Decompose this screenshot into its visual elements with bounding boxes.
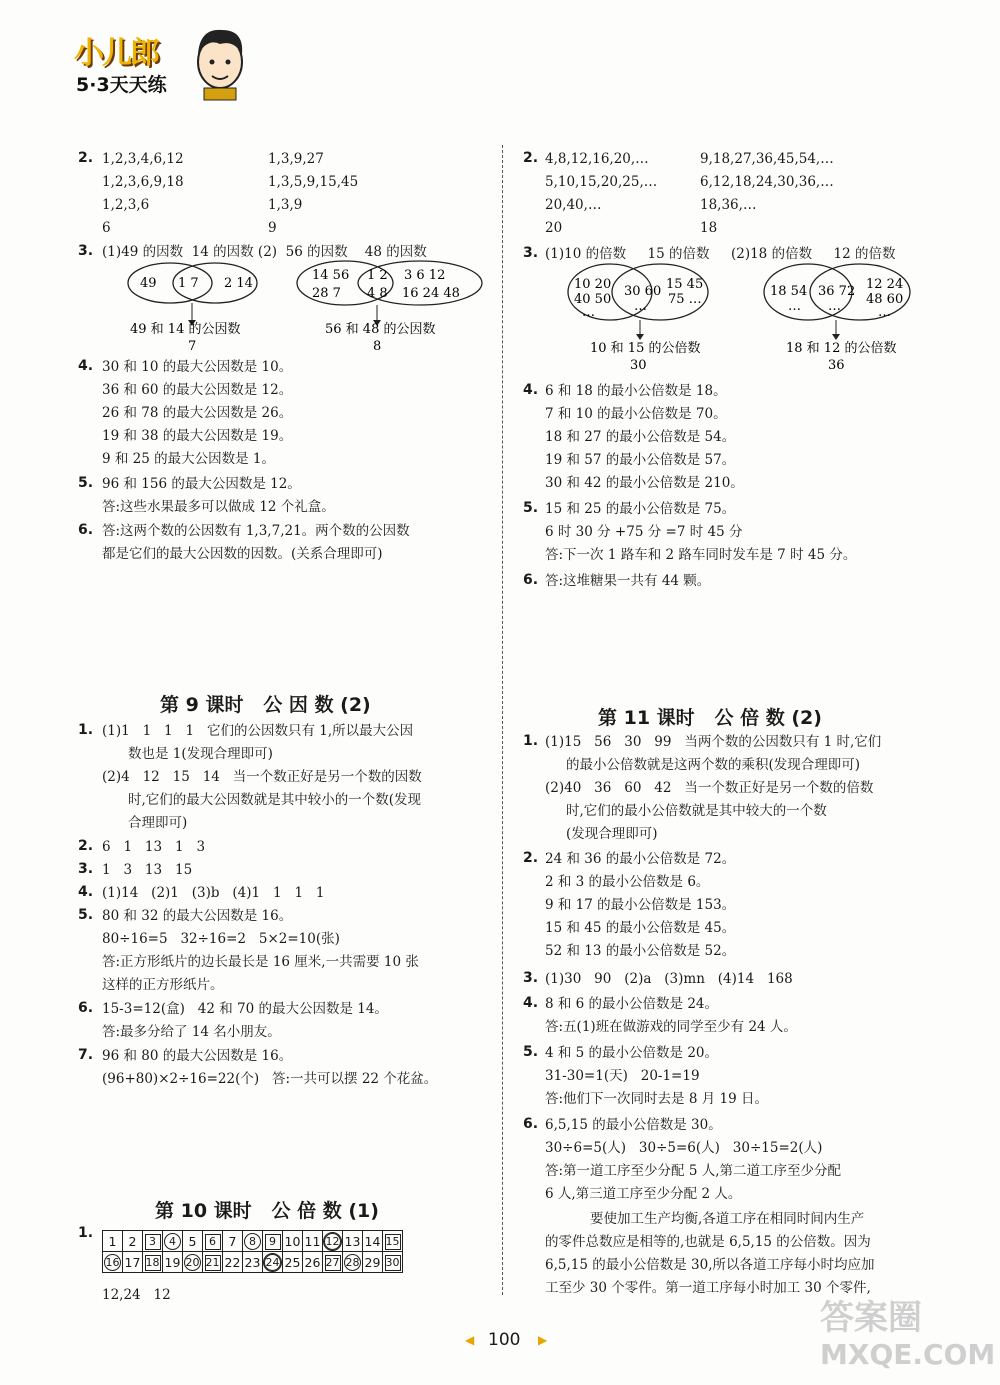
question-number: 3. (78, 861, 94, 877)
grid-cell (123, 1231, 143, 1252)
venn-caption: 18 和 12 的公倍数 (786, 341, 897, 356)
venn-caption: 10 和 15 的公倍数 (590, 341, 701, 356)
grid-cell (243, 1231, 263, 1252)
grid-number: 16 (105, 1255, 120, 1269)
grid-cell (223, 1231, 243, 1252)
venn-right: … (878, 305, 891, 320)
question-number: 5. (523, 500, 539, 516)
series-name: 5·3天天练 (76, 74, 167, 96)
answer-line: 答:这堆糖果一共有 44 颗。 (545, 573, 711, 589)
grid-number: 25 (284, 1254, 301, 1270)
grid-number: 3 (145, 1234, 161, 1250)
venn-value: 7 (188, 339, 197, 354)
question-number: 6. (78, 1000, 94, 1016)
number-grid (102, 1230, 403, 1273)
answer-line: 6 和 18 的最小公倍数是 18。 (545, 383, 727, 399)
grid-cell (263, 1252, 283, 1273)
question-number: 1. (523, 733, 539, 749)
grid-cell (123, 1252, 143, 1273)
grid-number: 19 (164, 1254, 181, 1270)
answer-line: 要使加工生产均衡,各道工序在相同时间内生产 (590, 1211, 865, 1227)
grid-cell (203, 1252, 223, 1273)
page-number: 100 (488, 1330, 521, 1350)
question-number: 2. (78, 838, 94, 854)
answer-line: 15 和 25 的最小公倍数是 75。 (545, 501, 736, 517)
answer-cell: 1,2,3,6 (102, 197, 150, 213)
question-number: 3. (523, 970, 539, 986)
grid-number: 13 (344, 1233, 361, 1249)
answer-line: 答:下一次 1 路车和 2 路车同时发车是 7 时 45 分。 (545, 547, 857, 563)
answer-line: 合理即可) (128, 815, 188, 831)
answer-line: 15-3=12(盒) 42 和 70 的最大公因数是 14。 (102, 1001, 388, 1017)
grid-number: 9 (265, 1234, 281, 1250)
answer-line: (1)30 90 (2)a (3)mn (4)14 168 (545, 971, 793, 987)
answer-line: 6 1 13 1 3 (102, 839, 206, 855)
answer-line: 答:他们下一次同时去是 8 月 19 日。 (545, 1091, 768, 1107)
venn-mid: 1 2 (367, 268, 388, 283)
answer-line: 答:五(1)班在做游戏的同学至少有 24 人。 (545, 1019, 797, 1035)
venn-mid: 4 8 (367, 286, 388, 301)
column-divider (502, 145, 503, 1295)
answer-line: 19 和 38 的最大公因数是 19。 (102, 428, 293, 444)
answer-line: (96+80)×2÷16=22(个) 答:一共可以摆 22 个花盆。 (102, 1071, 438, 1087)
answer-cell: 18,36,… (700, 197, 757, 213)
grid-cell (283, 1252, 303, 1273)
grid-cell (283, 1231, 303, 1252)
grid-number: 22 (224, 1254, 241, 1270)
venn-value: 36 (828, 358, 845, 373)
answer-line: 4 和 5 的最小公倍数是 20。 (545, 1045, 719, 1061)
question-number: 5. (78, 907, 94, 923)
grid-number: 23 (244, 1254, 261, 1270)
question-number: 5. (78, 475, 94, 491)
grid-cell (323, 1231, 343, 1252)
answer-line: 6 时 30 分 +75 分 =7 时 45 分 (545, 524, 743, 540)
answer-cell: 1,3,9,27 (268, 151, 324, 167)
question-number: 3. (523, 245, 539, 261)
grid-number: 11 (304, 1233, 321, 1249)
grid-number: 26 (304, 1254, 321, 1270)
section-title: 第 9 课时 公 因 数 (2) (160, 694, 371, 716)
answer-line: 9 和 17 的最小公倍数是 153。 (545, 897, 736, 913)
section-title: 第 11 课时 公 倍 数 (2) (598, 707, 822, 729)
venn-mid: 30 60 (624, 284, 662, 299)
answer-line: 30 和 10 的最大公因数是 10。 (102, 359, 293, 375)
grid-number: 21 (205, 1255, 220, 1269)
question-number: 2. (523, 850, 539, 866)
answer-cell: 9 (268, 220, 277, 236)
venn-caption: 56 和 48 的公因数 (325, 322, 436, 337)
venn-header: (1)49 的因数 14 的因数 (2) 56 的因数 48 的因数 (102, 244, 427, 260)
answer-line: 19 和 57 的最小公倍数是 57。 (545, 452, 736, 468)
question-number: 7. (78, 1047, 94, 1063)
grid-cell (223, 1252, 243, 1273)
grid-number: 17 (124, 1254, 141, 1270)
grid-cell (263, 1231, 283, 1252)
grid-cell (243, 1252, 263, 1273)
grid-number: 2 (128, 1233, 137, 1249)
venn-header: (1)10 的倍数 15 的倍数 (2)18 的倍数 12 的倍数 (545, 246, 896, 262)
venn-left: 49 (140, 276, 157, 291)
answer-line: 答:这两个数的公因数有 1,3,7,21。两个数的公因数 (102, 523, 410, 539)
venn-right: 16 24 48 (402, 286, 460, 301)
question-number: 6. (523, 1116, 539, 1132)
grid-number: 15 (385, 1234, 400, 1248)
answer-line: 工至少 30 个零件。第一道工序每小时加工 30 个零件, (545, 1280, 871, 1296)
answer-line: 80÷16=5 32÷16=2 5×2=10(张) (102, 931, 340, 947)
grid-cell (163, 1231, 183, 1252)
grid-number: 12 (325, 1234, 340, 1248)
watermark-text: 答案圈 (820, 1298, 922, 1338)
answer-line: 答:这些水果最多可以做成 12 个礼盒。 (102, 499, 335, 515)
answer-line: 26 和 78 的最大公因数是 26。 (102, 405, 293, 421)
grid-number: 7 (228, 1233, 237, 1249)
grid-number: 8 (244, 1233, 261, 1250)
grid-number: 4 (164, 1233, 181, 1250)
grid-cell (323, 1252, 343, 1273)
grid-cell (183, 1231, 203, 1252)
answer-line: (发现合理即可) (566, 826, 658, 842)
answer-cell: 20,40,… (545, 197, 602, 213)
brand-logo (72, 22, 242, 102)
grid-number: 1 (108, 1233, 117, 1249)
grid-number: 30 (385, 1255, 400, 1269)
answer-line: 9 和 25 的最大公因数是 1。 (102, 451, 276, 467)
answer-line: 80 和 32 的最大公因数是 16。 (102, 908, 293, 924)
venn-right: 15 45 (666, 277, 704, 292)
answer-line: 96 和 80 的最大公因数是 16。 (102, 1048, 293, 1064)
answer-line: 2 和 3 的最小公倍数是 6。 (545, 874, 710, 890)
answer-cell: 6 (102, 220, 111, 236)
grid-cell (143, 1231, 163, 1252)
question-number: 2. (78, 150, 94, 166)
answer-line: 数也是 1(发现合理即可) (128, 746, 273, 762)
grid-number: 20 (185, 1255, 200, 1269)
answer-line: 答:最多分给了 14 名小朋友。 (102, 1024, 281, 1040)
grid-number: 18 (145, 1255, 160, 1269)
venn-diagram (560, 262, 940, 377)
venn-right: 3 6 12 (404, 268, 446, 283)
grid-cell (303, 1252, 323, 1273)
answer-cell: 6,12,18,24,30,36,… (700, 174, 834, 190)
question-number: 3. (78, 243, 94, 259)
venn-right: 75 … (668, 292, 702, 307)
venn-left: … (582, 305, 595, 320)
grid-number: 5 (188, 1233, 197, 1249)
answer-line: 答:正方形纸片的边长最长是 16 厘米,一共需要 10 张 (102, 954, 419, 970)
answer-cell: 5,10,15,20,25,… (545, 174, 658, 190)
answer-line: 6,5,15 的最小公倍数是 30,所以各道工序每小时均应加 (545, 1257, 875, 1273)
grid-cell (363, 1252, 383, 1273)
venn-right: 48 60 (866, 292, 904, 307)
answer-line: (2)4 12 15 14 当一个数正好是另一个数的因数 (102, 769, 422, 785)
answer-cell: 1,3,9 (268, 197, 303, 213)
answer-line: 都是它们的最大公因数的因数。(关系合理即可) (102, 546, 383, 562)
answer-cell: 1,3,5,9,15,45 (268, 174, 359, 190)
next-page-icon: ▶ (538, 1333, 548, 1347)
answer-line: 7 和 10 的最小公倍数是 70。 (545, 406, 727, 422)
answer-line: (2)40 36 60 42 当一个数正好是另一个数的倍数 (545, 780, 874, 796)
venn-caption: 49 和 14 的公因数 (130, 322, 241, 337)
answer-cell: 4,8,12,16,20,… (545, 151, 649, 167)
answer-line: 的最小公倍数就是这两个数的乘积(发现合理即可) (566, 757, 861, 773)
answer-line: 96 和 156 的最大公因数是 12。 (102, 476, 301, 492)
mascot-icon (190, 24, 250, 102)
answer-line: (1)15 56 30 99 当两个数的公因数只有 1 时,它们 (545, 734, 882, 750)
venn-right: 2 14 (224, 276, 253, 291)
answer-line: 6,5,15 的最小公倍数是 30。 (545, 1117, 722, 1133)
question-number: 4. (523, 382, 539, 398)
grid-number: 14 (364, 1233, 381, 1249)
answer-line: 24 和 36 的最小公倍数是 72。 (545, 851, 736, 867)
venn-right: 12 24 (866, 277, 904, 292)
venn-value: 8 (373, 339, 382, 354)
question-number: 6. (523, 572, 539, 588)
grid-number: 27 (325, 1255, 340, 1269)
grid-cell (303, 1231, 323, 1252)
answer-line: (1)14 (2)1 (3)b (4)1 1 1 1 (102, 885, 325, 901)
venn-left: 18 54 (770, 284, 808, 299)
answer-line: 36 和 60 的最大公因数是 12。 (102, 382, 293, 398)
grid-cell (203, 1231, 223, 1252)
answer-line: (1)1 1 1 1 它们的公因数只有 1,所以最大公因 (102, 723, 414, 739)
question-number: 1. (78, 722, 94, 738)
venn-mid: 36 72 (818, 284, 856, 299)
answer-line: 52 和 13 的最小公倍数是 52。 (545, 943, 736, 959)
answer-line: 答:第一道工序至少分配 5 人,第二道工序至少分配 (545, 1163, 842, 1179)
answer-line: 时,它们的最小公倍数就是其中较大的一个数 (566, 803, 827, 819)
answer-line: 1 3 13 15 (102, 862, 193, 878)
section-title: 第 10 课时 公 倍 数 (1) (155, 1200, 379, 1222)
venn-left: 28 7 (312, 286, 341, 301)
grid-cell (103, 1252, 123, 1273)
answer-line: 6 人,第三道工序至少分配 2 人。 (545, 1186, 742, 1202)
venn-left: 10 20 (574, 277, 612, 292)
answer-line: 31-30=1(天) 20-1=19 (545, 1068, 700, 1084)
brand-name: 小儿郎 (74, 36, 158, 71)
question-number: 2. (523, 150, 539, 166)
grid-cell (183, 1252, 203, 1273)
answer-cell: 18 (700, 220, 718, 236)
venn-mid: … (828, 299, 841, 314)
answer-cell: 9,18,27,36,45,54,… (700, 151, 834, 167)
venn-mid: 1 7 (178, 276, 199, 291)
answer-line: 8 和 6 的最小公倍数是 24。 (545, 996, 719, 1012)
venn-value: 30 (630, 358, 647, 373)
grid-cell (343, 1231, 363, 1252)
question-number: 4. (523, 995, 539, 1011)
venn-left: 40 50 (574, 292, 612, 307)
answer-cell: 1,2,3,4,6,12 (102, 151, 184, 167)
venn-diagram (120, 260, 500, 370)
venn-left: … (788, 299, 801, 314)
grid-number: 29 (364, 1254, 381, 1270)
grid-number: 24 (265, 1255, 280, 1269)
grid-cell (143, 1252, 163, 1273)
grid-cell (383, 1252, 403, 1273)
answer-cell: 1,2,3,6,9,18 (102, 174, 184, 190)
grid-number: 10 (284, 1233, 301, 1249)
question-number: 1. (78, 1225, 94, 1241)
answer-line: 15 和 45 的最小公倍数是 45。 (545, 920, 736, 936)
watermark-url: MXQE.COM (820, 1338, 996, 1371)
answer-line: 30÷6=5(人) 30÷5=6(人) 30÷15=2(人) (545, 1140, 823, 1156)
answer-line: 时,它们的最大公因数就是其中较小的一个数(发现 (128, 792, 422, 808)
grid-cell (103, 1231, 123, 1252)
grid-cell (163, 1252, 183, 1273)
grid-cell (343, 1252, 363, 1273)
answer-cell: 20 (545, 220, 563, 236)
grid-number: 28 (345, 1255, 360, 1269)
grid-cell (363, 1231, 383, 1252)
answer-line: 的零件总数应是相等的,也就是 6,5,15 的公倍数。因为 (545, 1234, 871, 1250)
question-number: 4. (78, 884, 94, 900)
venn-left: 14 56 (312, 268, 350, 283)
question-number: 4. (78, 358, 94, 374)
grid-number: 6 (205, 1234, 221, 1250)
prev-page-icon: ◀ (465, 1333, 475, 1347)
answer-line: 18 和 27 的最小公倍数是 54。 (545, 429, 736, 445)
question-number: 6. (78, 522, 94, 538)
answer-line: 30 和 42 的最小公倍数是 210。 (545, 475, 744, 491)
answer-line: 12,24 12 (102, 1287, 171, 1303)
question-number: 5. (523, 1044, 539, 1060)
answer-line: 这样的正方形纸片。 (102, 977, 224, 993)
grid-cell (383, 1231, 403, 1252)
venn-mid: … (634, 299, 647, 314)
